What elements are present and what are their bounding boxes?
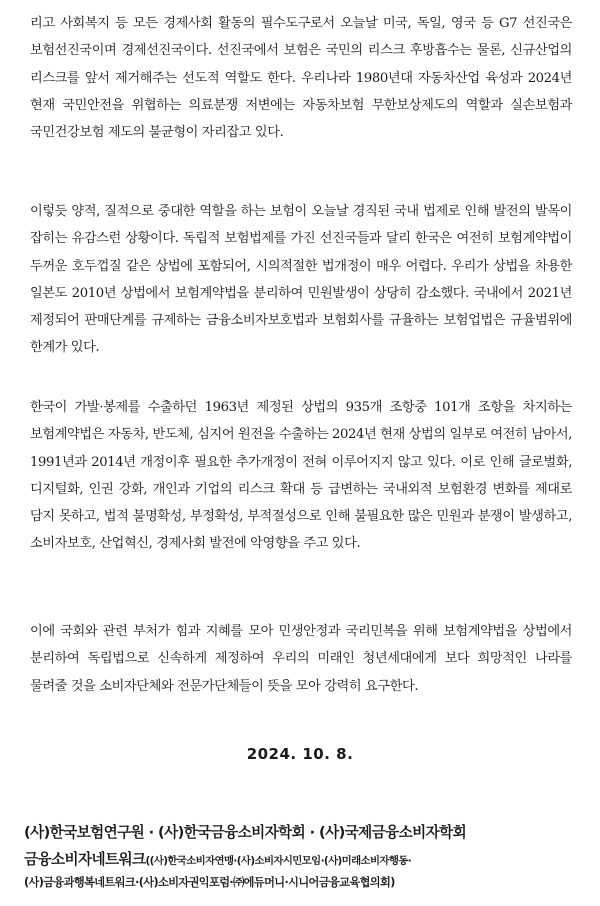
statement-date: 2024. 10. 8. bbox=[246, 745, 354, 763]
network-members: ((사)한국소비자연맹·(사)소비자시민모임·(사)미래소비자행동· bbox=[145, 855, 412, 867]
body-paragraph-1: 리고 사회복지 등 모든 경제사회 활동의 필수도구로서 오늘날 미국, 독일, 영국 등 G7 선진국은 보험선진국이며 경제선진국이다. 선진국에서 보험은 국민의 리스크 후방흡수는 물론, 신규산업의 리스크를 앞서 제거해주는 선도적 역할도 한다. 우리나라 1980년대 자동차산업 육성과 2024년 현재 국민안전을 위협하는 의료분쟁 저변에는 자동차보험 무한보상제도의 역할과 실손보험과 국민건강보험 제도의 불균형이 자리잡고 있다. bbox=[30, 16, 572, 141]
signatories-line-1: (사)한국보험연구원 · (사)한국금융소비자학회 · (사)국제금융소비자학회 bbox=[24, 824, 467, 841]
signatories-line-3: (사)금융과행복네트워크·(사)소비자권익포럼·㈜에듀머니·시니어금융교육협의회) bbox=[24, 876, 395, 889]
body-paragraph-4: 이에 국회와 관련 부처가 힘과 지혜를 모아 민생안정과 국리민복을 위해 보험계약법을 상법에서 분리하여 독립법으로 신속하게 제정하여 우리의 미래인 청년세대에게 보다 희망적인 나라를 물려줄 것을 소비자단체와 전문가단체들이 뜻을 모아 강력히 요구한다. bbox=[30, 624, 572, 694]
body-paragraph-3: 한국이 가발·봉제를 수출하던 1963년 제정된 상법의 935개 조항중 101개 조항을 차지하는 보험계약법은 자동차, 반도체, 심지어 원전을 수출하는 2024년 현재 상법의 일부로 여전히 남아서, 1991년과 2014년 개정이후 필요한 추가개정이 전혀 이루어지지 않고 있다. 이로 인해 글로벌화, 디지털화, 인권 강화, 개인과 기업의 리스크 확대 등 급변하는 국내외적 보험환경 변화를 제대로 담지 못하고, 법적 불명확성, 부정확성, 부적절성으로 인해 불필요한 많은 민원과 분쟁이 발생하고, 소비자보호, 산업혁신, 경제사회 발전에 악영향을 주고 있다. bbox=[30, 400, 572, 552]
network-name: 금융소비자네트워크 bbox=[24, 851, 146, 868]
signatories-line-2 bbox=[24, 848, 580, 869]
body-paragraph-2: 이렇듯 양적, 질적으로 중대한 역할을 하는 보험이 오늘날 경직된 국내 법제로 인해 발전의 발목이 잡히는 유감스런 상황이다. 독립적 보험법제를 가진 선진국들과 달리 한국은 여전히 보험계약법이 두꺼운 호두껍질 같은 상법에 포함되어, 시의적절한 법개정이 매우 어렵다. 우리가 상법을 차용한 일본도 2010년 상법에서 보험계약법을 분리하여 민원발생이 상당히 감소했다. 국내에서 2021년 제정되어 판매단계를 규제하는 금융소비자보호법과 보험회사를 규율하는 보험업법은 규율범위에 한계가 있다. bbox=[30, 204, 572, 356]
